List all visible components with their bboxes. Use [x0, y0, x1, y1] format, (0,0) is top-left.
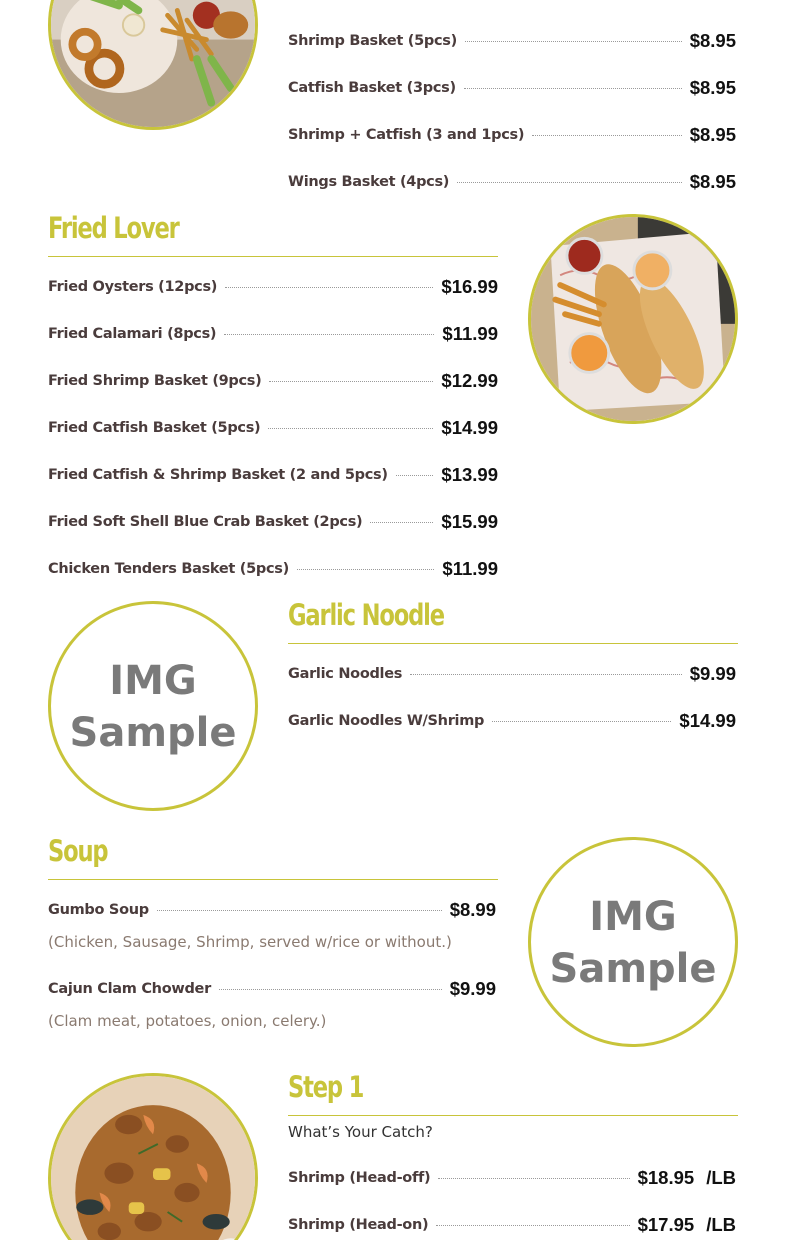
placeholder-label: IMG: [109, 658, 197, 704]
item-name: Wings Basket (4pcs): [288, 174, 450, 190]
menu-item: [288, 709, 736, 733]
section-divider: [288, 1115, 738, 1116]
leader-dots: [269, 381, 433, 382]
item-name: Catfish Basket (3pcs): [288, 80, 456, 96]
section-title: Fried Lover: [48, 211, 179, 245]
section-title: Step 1: [288, 1070, 364, 1104]
menu-item: [48, 275, 498, 299]
item-name: Fried Oysters (12pcs): [48, 279, 218, 295]
item-name: Shrimp + Catfish (3 and 1pcs): [288, 127, 525, 143]
item-name: Shrimp Basket (5pcs): [288, 33, 457, 49]
section-divider: [288, 643, 738, 644]
menu-item: [288, 123, 736, 147]
leader-dots: [532, 135, 682, 136]
item-price: $16.99: [441, 276, 498, 297]
item-price: $15.99: [441, 511, 498, 532]
leader-dots: [370, 522, 433, 523]
item-price: $8.95: [689, 30, 736, 51]
fried-fish-photo-image: [531, 217, 735, 421]
top-basket-section: [288, 0, 736, 200]
item-price: $8.99: [449, 899, 496, 920]
section-divider: [48, 256, 498, 257]
menu-item: [288, 76, 736, 100]
menu-item: [48, 977, 496, 1001]
basket-photo-image: [51, 0, 255, 127]
item-price: $12.99: [441, 370, 498, 391]
item-price: $18.95: [637, 1167, 695, 1188]
item-name: Cajun Clam Chowder: [48, 981, 211, 997]
menu-item: [48, 369, 498, 393]
placeholder-image-1: [48, 601, 258, 811]
item-description: (Chicken, Sausage, Shrimp, served w/rice or without.): [48, 933, 452, 951]
item-name: Shrimp (Head-on): [288, 1217, 429, 1233]
step1-section: [288, 1065, 738, 1240]
menu-item: [48, 898, 496, 922]
item-price: $8.95: [689, 77, 736, 98]
menu-item: [288, 1166, 736, 1190]
leader-dots: [464, 88, 682, 89]
leader-dots: [297, 569, 434, 570]
item-name: Shrimp (Head-off): [288, 1170, 431, 1186]
item-price: $17.95: [637, 1214, 695, 1235]
item-price: $11.99: [442, 558, 498, 579]
menu-item: [288, 1213, 736, 1237]
photo-onion-rings-basket: [48, 0, 258, 130]
leader-dots: [410, 674, 682, 675]
menu-item: [48, 322, 498, 346]
seafood-boil-photo-image: [51, 1076, 255, 1240]
item-price: $14.99: [679, 710, 736, 731]
item-name: Garlic Noodles: [288, 666, 403, 682]
item-name: Gumbo Soup: [48, 902, 149, 918]
item-name: Fried Shrimp Basket (9pcs): [48, 373, 262, 389]
price-unit: /LB: [706, 1214, 736, 1235]
menu-item: [48, 510, 498, 534]
item-price: $8.95: [689, 171, 736, 192]
soup-section: [48, 829, 498, 1039]
leader-dots: [438, 1178, 629, 1179]
menu-item: [288, 662, 736, 686]
leader-dots: [492, 721, 671, 722]
section-subtitle: What’s Your Catch?: [288, 1123, 433, 1141]
item-name: Fried Soft Shell Blue Crab Basket (2pcs): [48, 514, 363, 530]
item-price: $11.99: [442, 323, 498, 344]
item-price: $8.95: [689, 124, 736, 145]
section-title: Soup: [48, 834, 108, 868]
leader-dots: [225, 287, 433, 288]
fried-lover-section: [48, 206, 498, 586]
menu-item: [288, 170, 736, 194]
leader-dots: [436, 1225, 629, 1226]
menu-item: [48, 463, 498, 487]
section-title: Garlic Noodle: [288, 598, 444, 632]
item-price: $14.99: [441, 417, 498, 438]
item-name: Fried Calamari (8pcs): [48, 326, 217, 342]
item-price: $9.99: [689, 663, 736, 684]
item-name: Chicken Tenders Basket (5pcs): [48, 561, 289, 577]
garlic-noodle-section: [288, 593, 738, 743]
leader-dots: [396, 475, 434, 476]
placeholder-label: Sample: [69, 710, 237, 756]
menu-item: [48, 416, 498, 440]
photo-seafood-boil: [48, 1073, 258, 1240]
photo-fried-fish-basket: [528, 214, 738, 424]
item-name: Garlic Noodles W/Shrimp: [288, 713, 485, 729]
leader-dots: [219, 989, 442, 990]
leader-dots: [157, 910, 442, 911]
leader-dots: [224, 334, 434, 335]
price-unit: /LB: [706, 1167, 736, 1188]
item-price: $9.99: [449, 978, 496, 999]
leader-dots: [457, 182, 682, 183]
placeholder-label: IMG: [589, 894, 677, 940]
leader-dots: [465, 41, 682, 42]
menu-item: [48, 557, 498, 581]
section-divider: [48, 879, 498, 880]
menu-item: [288, 29, 736, 53]
item-description: (Clam meat, potatoes, onion, celery.): [48, 1012, 327, 1030]
leader-dots: [268, 428, 433, 429]
placeholder-label: Sample: [549, 946, 717, 992]
item-name: Fried Catfish Basket (5pcs): [48, 420, 261, 436]
item-price: $13.99: [441, 464, 498, 485]
placeholder-image-2: [528, 837, 738, 1047]
item-name: Fried Catfish & Shrimp Basket (2 and 5pcs): [48, 467, 388, 483]
